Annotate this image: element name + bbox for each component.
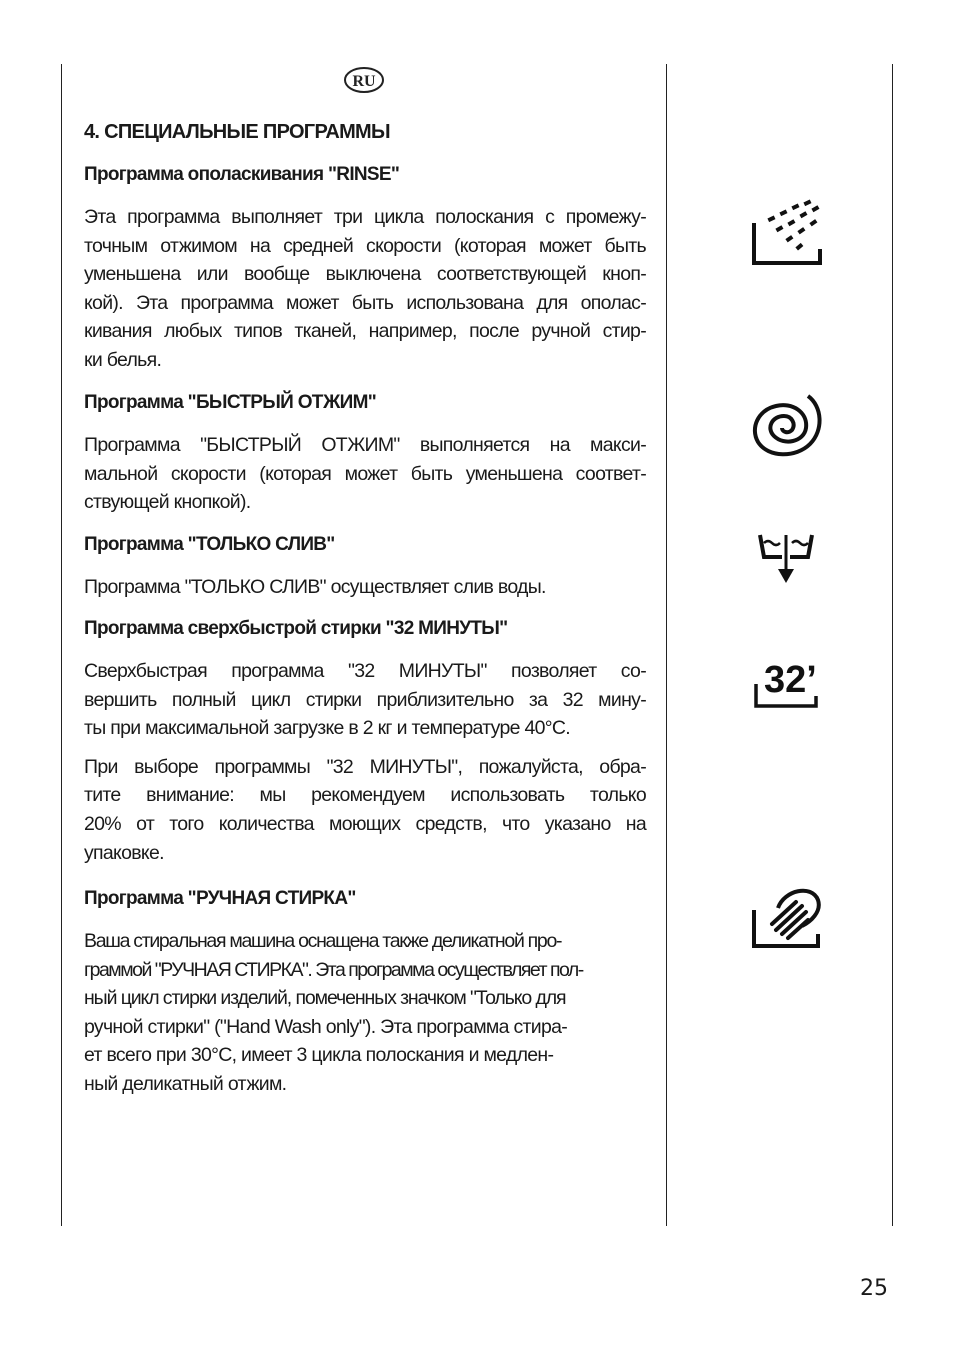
drain-icon <box>748 525 824 601</box>
text-line: ный цикл стирки изделий, помеченных значком "Только для <box>84 987 566 1010</box>
text-line: уменьшена или вообще выключена соответствующей кноп- <box>84 263 646 286</box>
text-line: Сверхбыстрая программа "32 МИНУТЫ" позволяет со- <box>84 660 646 682</box>
left-rule <box>61 64 62 1226</box>
text-line: Программа "ТОЛЬКО СЛИВ" осуществляет слив воды. <box>84 576 546 598</box>
text-line: тите внимание: мы рекомендуем использовать только <box>84 784 646 807</box>
text-line: Ваша стиральная машина оснащена также деликатной про- <box>84 930 562 952</box>
text-line: ный деликатный отжим. <box>84 1072 287 1095</box>
quick-32-icon <box>748 648 824 724</box>
spin-icon <box>748 388 824 464</box>
text-line: граммой "РУЧНАЯ СТИРКА". Эта программа осуществляет пол- <box>84 958 583 981</box>
text-line: кивания любых типов тканей, например, после ручной стир- <box>84 320 646 343</box>
text-line: ки белья. <box>84 348 162 371</box>
ru-language-badge <box>343 66 385 94</box>
text-line: При выборе программы "32 МИНУТЫ", пожалуйста, обра- <box>84 755 646 778</box>
quick32-title: Программа сверхбыстрой стирки "32 МИНУТЫ" <box>84 618 508 639</box>
text-line: мальной скорости (которая может быть уменьшена соответ- <box>84 462 646 485</box>
rinse-section <box>84 163 646 375</box>
middle-rule <box>666 64 667 1226</box>
text-line: вершить полный цикл стирки приблизительно за 32 мину- <box>84 688 646 711</box>
hand-wash-icon <box>748 880 824 956</box>
text-line: точным отжимом на средней скорости (которая может быть <box>84 234 646 257</box>
quick32-section <box>84 617 646 867</box>
spin-title: Программа "БЫСТРЫЙ ОТЖИМ" <box>84 392 377 413</box>
hand-wash-title: Программа "РУЧНАЯ СТИРКА" <box>84 888 356 909</box>
text-line: упаковке. <box>84 841 164 864</box>
section-heading: 4. СПЕЦИАЛЬНЫЕ ПРОГРАММЫ <box>84 121 390 143</box>
rinse-title: Программа ополаскивания "RINSE" <box>84 164 400 185</box>
text-line: Программа "БЫСТРЫЙ ОТЖИМ" выполняется на макси- <box>84 434 646 456</box>
text-line: кой). Эта программа может быть использована для ополас- <box>84 291 646 314</box>
rinse-icon <box>748 195 824 271</box>
text-line: ты при максимальной загрузке в 2 кг и температуре 40°С. <box>84 717 570 740</box>
spin-section <box>84 391 646 517</box>
text-line: ствующей кнопкой). <box>84 491 251 514</box>
text-line: Эта программа выполняет три цикла полоскания с промежу- <box>84 206 646 228</box>
right-rule <box>892 64 893 1226</box>
drain-title: Программа "ТОЛЬКО СЛИВ" <box>84 534 335 555</box>
svg-text:RU: RU <box>352 73 376 90</box>
svg-text:32’: 32’ <box>764 659 817 701</box>
text-line: ет всего при 30°С, имеет 3 цикла полоскания и медлен- <box>84 1044 554 1067</box>
hand-wash-section <box>84 887 646 1099</box>
text-line: ручной стирки" ("Hand Wash only"). Эта программа стира- <box>84 1015 568 1038</box>
text-line: 20% от того количества моющих средств, что указано на <box>84 812 646 835</box>
drain-section <box>84 533 646 602</box>
page-number: 25 <box>860 1276 888 1301</box>
